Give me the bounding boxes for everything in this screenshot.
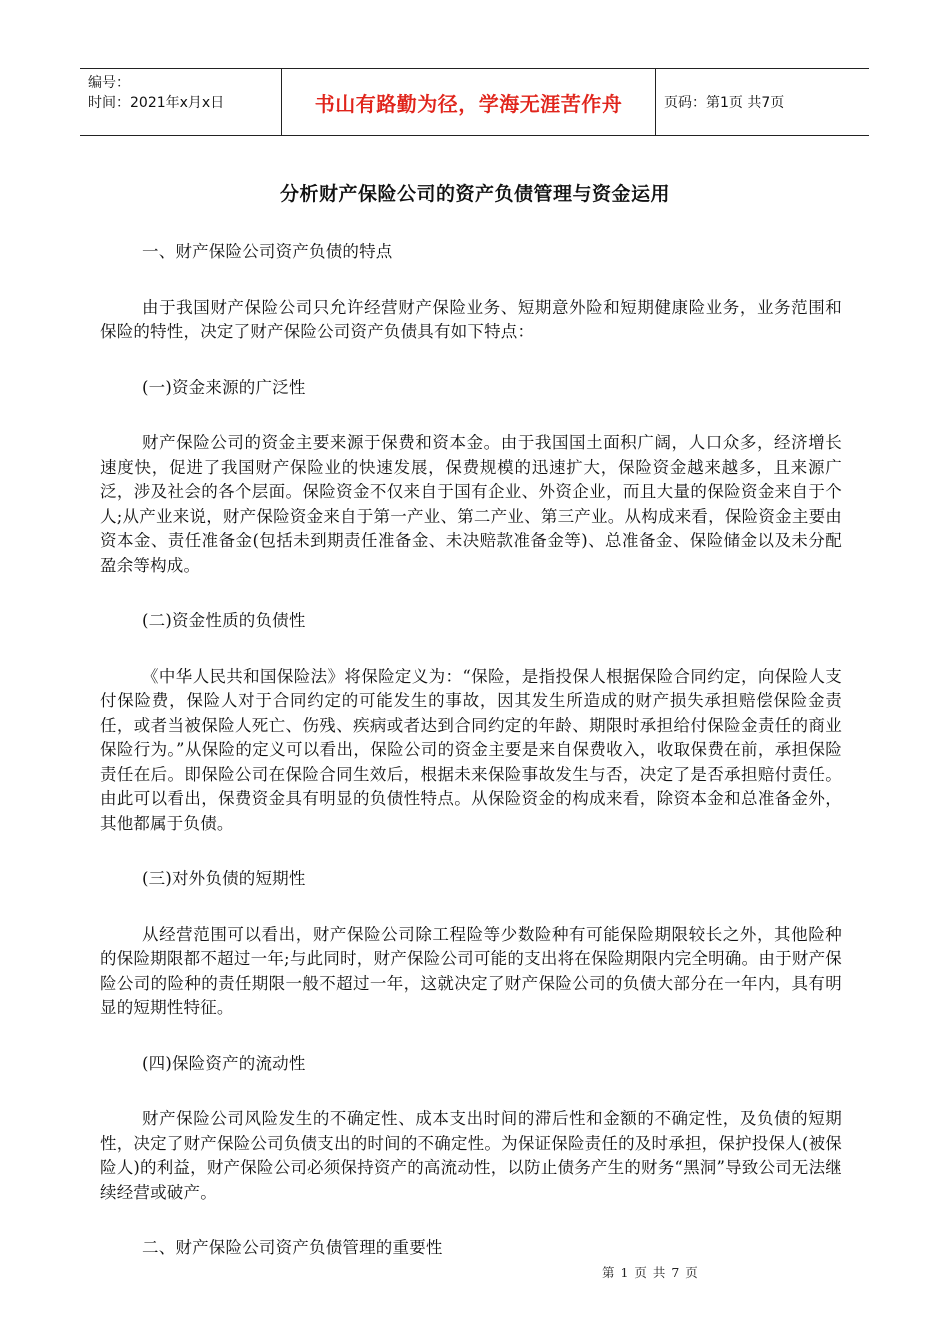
header-table <box>80 68 869 136</box>
paragraph: 由于我国财产保险公司只允许经营财产保险业务、短期意外险和短期健康险业务，业务范围和保险的特性，决定了财产保险公司资产负债具有如下特点： <box>100 297 842 341</box>
time-label: 时间：2021年x月x日 <box>88 95 225 111</box>
motto: 书山有路勤为径，学海无涯苦作舟 <box>314 91 623 116</box>
subsection-heading: (二)资金性质的负债性 <box>142 611 306 630</box>
section-heading: 二、财产保险公司资产负债管理的重要性 <box>142 1238 443 1257</box>
document-title: 分析财产保险公司的资产负债管理与资金运用 <box>279 183 670 205</box>
page-label: 页码：第1页 共7页 <box>664 95 785 111</box>
paragraph: 从经营范围可以看出，财产保险公司除工程险等少数险种有可能保险期限较长之外，其他险种的保险期限都不超过一年;与此同时，财产保险公司可能的支出将在保险期限内完全明确。由于财产保险公司的险种的责任期限一般不超过一年，这就决定了财产保险公司的负债大部分在一年内，具有明显的短期性特征。 <box>100 924 842 1017</box>
paragraph: 《中华人民共和国保险法》将保险定义为：“保险，是指投保人根据保险合同约定，向保险人支付保险费，保险人对于合同约定的可能发生的事故，因其发生所造成的财产损失承担赔偿保险金责任，或者当被保险人死亡、伤残、疾病或者达到合同约定的年龄、期限时承担给付保险金责任的商业保险行为。”从保险的定义可以看出，保险公司的资金主要是来自保费收入，收取保费在前，承担保险责任在后。即保险公司在保险合同生效后，根据未来保险事故发生与否，决定了是否承担赔付责任。由此可以看出，保费资金具有明显的负债性特点。从保险资金的构成来看，除资本金和总准备金外，其他都属于负债。 <box>100 666 842 833</box>
header-motto-cell <box>281 69 656 135</box>
subsection-heading: (三)对外负债的短期性 <box>142 869 306 888</box>
header-meta <box>80 69 281 135</box>
paragraph: 财产保险公司风险发生的不确定性、成本支出时间的滞后性和金额的不确定性，及负债的短期性，决定了财产保险公司负债支出的时间的不确定性。为保证保险责任的及时承担，保护投保人(被保险人)的利益，财产保险公司必须保持资产的高流动性，以防止债务产生的财务“黑洞”导致公司无法继续经营或破产。 <box>100 1109 843 1202</box>
section-heading: 一、财产保险公司资产负债的特点 <box>142 242 393 261</box>
document-body <box>100 240 842 1261</box>
number-label: 编号： <box>88 75 130 91</box>
paragraph: 财产保险公司的资金主要来源于保费和资本金。由于我国国土面积广阔，人口众多，经济增长速度快，促进了我国财产保险业的快速发展，保费规模的迅速扩大，保险资金越来越多，且来源广泛，涉及社会的各个层面。保险资金不仅来自于国有企业、外资企业，而且大量的保险资金来自于个人;从产业来说，财产保险资金来自于第一产业、第二产业、第三产业。从构成来看，保险资金主要由资本金、责任准备金(包括未到期责任准备金、未决赔款准备金等)、总准备金、保险储金以及未分配盈余等构成。 <box>100 433 842 575</box>
subsection-heading: (一)资金来源的广泛性 <box>142 377 306 397</box>
header-page-cell <box>656 69 869 135</box>
page-footer: 第 1 页 共 7 页 <box>602 1265 699 1280</box>
subsection-heading: (四)保险资产的流动性 <box>142 1053 306 1073</box>
